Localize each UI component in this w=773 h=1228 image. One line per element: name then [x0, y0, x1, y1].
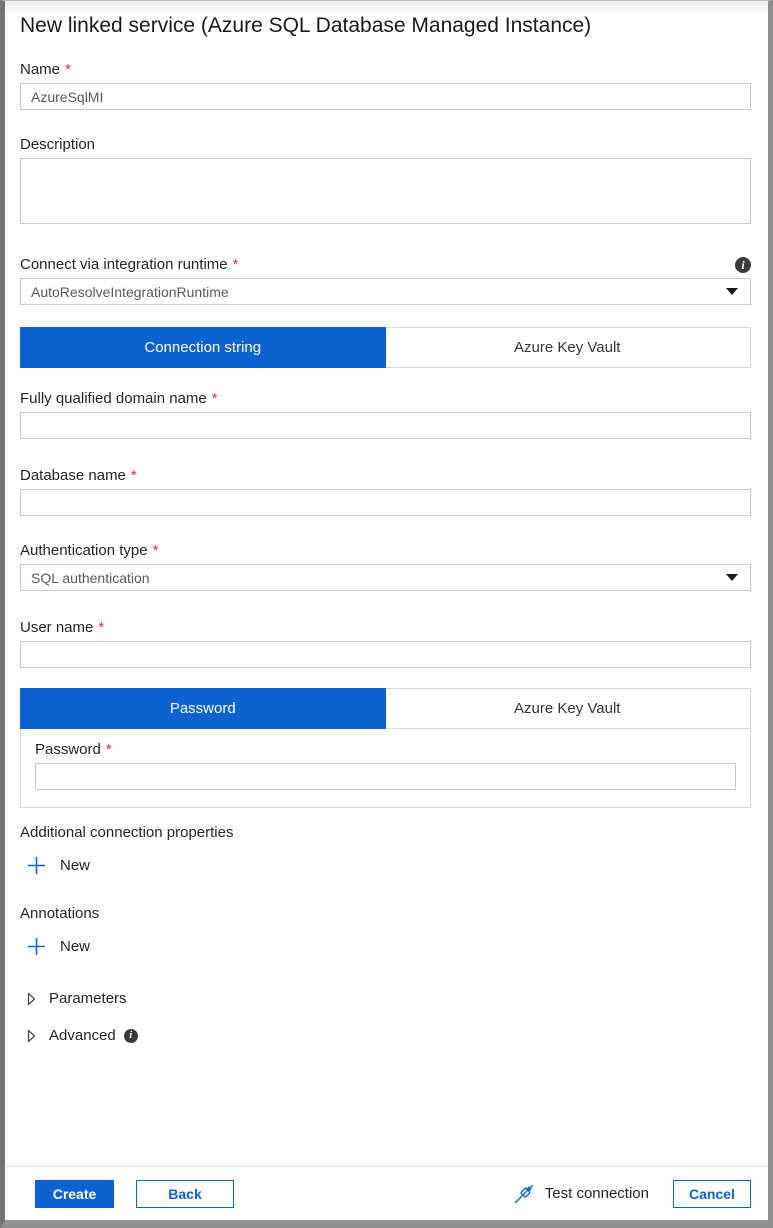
- required-marker: *: [232, 256, 239, 273]
- chevron-right-icon: [27, 1029, 36, 1043]
- new-link-label: New: [60, 938, 91, 955]
- user-name-input[interactable]: [20, 641, 751, 668]
- tab-connection-string[interactable]: Connection string: [20, 327, 386, 368]
- add-connection-property-button[interactable]: [27, 856, 90, 875]
- additional-properties-section: [20, 824, 751, 875]
- parameters-label: Parameters: [49, 990, 127, 1007]
- tab-password[interactable]: Password: [20, 688, 386, 729]
- required-marker: *: [152, 542, 159, 559]
- connection-tab-strip: [20, 327, 751, 368]
- description-textarea[interactable]: [20, 158, 751, 224]
- fqdn-field-group: [20, 390, 751, 439]
- annotations-label: Annotations: [20, 905, 100, 922]
- back-button[interactable]: Back: [136, 1180, 234, 1208]
- password-tab-strip: [20, 688, 751, 729]
- annotations-section: [20, 905, 751, 956]
- integration-runtime-field-group: [20, 256, 751, 305]
- integration-runtime-dropdown[interactable]: [20, 278, 751, 305]
- content-spacer: [5, 1044, 768, 1166]
- integration-runtime-value: AutoResolveIntegrationRuntime: [31, 283, 229, 300]
- database-name-label: Database name: [20, 467, 126, 484]
- chevron-right-icon: [27, 992, 36, 1006]
- info-icon[interactable]: i: [124, 1029, 138, 1043]
- password-input[interactable]: [35, 763, 736, 790]
- password-section: [20, 729, 751, 808]
- plug-icon: [513, 1183, 535, 1205]
- fqdn-label: Fully qualified domain name: [20, 390, 207, 407]
- database-name-input[interactable]: [20, 489, 751, 516]
- integration-runtime-label: Connect via integration runtime: [20, 256, 228, 273]
- required-marker: *: [98, 619, 105, 636]
- required-marker: *: [211, 390, 218, 407]
- cancel-button[interactable]: Cancel: [673, 1180, 751, 1208]
- chevron-down-icon: [726, 574, 738, 581]
- auth-type-dropdown[interactable]: [20, 564, 751, 591]
- user-name-label: User name: [20, 619, 94, 636]
- auth-type-field-group: [20, 542, 751, 591]
- test-connection-label: Test connection: [544, 1185, 649, 1202]
- database-name-field-group: [20, 467, 751, 516]
- description-field-group: [20, 136, 751, 229]
- footer-bar: [5, 1166, 768, 1220]
- tab-azure-key-vault[interactable]: Azure Key Vault: [385, 328, 751, 367]
- info-icon[interactable]: i: [735, 257, 751, 273]
- advanced-label: Advanced: [49, 1027, 116, 1044]
- panel-content: [5, 1, 768, 1044]
- name-input[interactable]: [20, 83, 751, 110]
- user-name-field-group: [20, 619, 751, 668]
- chevron-down-icon: [726, 288, 738, 295]
- new-link-label: New: [60, 857, 91, 874]
- required-marker: *: [65, 61, 71, 78]
- additional-properties-label: Additional connection properties: [20, 824, 234, 841]
- plus-icon: [27, 937, 46, 956]
- name-label: Name: [20, 61, 61, 78]
- name-field-group: [20, 61, 751, 110]
- tab-azure-key-vault[interactable]: Azure Key Vault: [385, 689, 751, 728]
- description-label: Description: [20, 136, 96, 153]
- add-annotation-button[interactable]: [27, 937, 90, 956]
- password-label: Password: [35, 741, 101, 758]
- page-title: New linked service (Azure SQL Database Managed Instance): [20, 14, 592, 37]
- advanced-toggle[interactable]: [27, 1027, 138, 1044]
- plus-icon: [27, 856, 46, 875]
- required-marker: *: [105, 741, 112, 758]
- test-connection-button[interactable]: [513, 1183, 649, 1205]
- auth-type-value: SQL authentication: [31, 569, 150, 586]
- required-marker: *: [130, 467, 137, 484]
- fqdn-input[interactable]: [20, 412, 751, 439]
- parameters-toggle[interactable]: [27, 990, 127, 1007]
- create-button[interactable]: Create: [35, 1180, 114, 1208]
- auth-type-label: Authentication type: [20, 542, 148, 559]
